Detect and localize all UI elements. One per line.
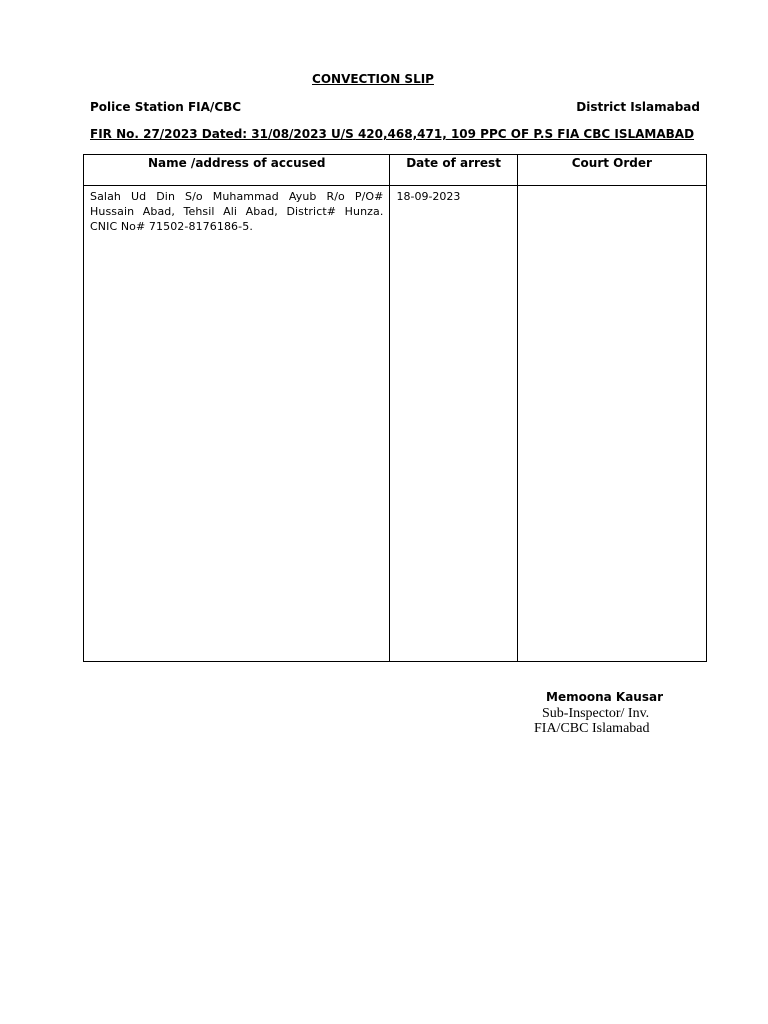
page-title: CONVECTION SLIP: [312, 72, 434, 86]
date-of-arrest: 18-09-2023: [396, 190, 461, 203]
header-date-of-arrest: Date of arrest: [390, 155, 517, 186]
accused-table: [83, 154, 707, 662]
court-order-cell: [517, 186, 706, 662]
police-station-label: Police Station FIA/CBC: [90, 100, 242, 114]
district-label: District Islamabad: [576, 100, 700, 114]
date-of-arrest-cell: [390, 186, 517, 662]
table-header-row: [84, 155, 707, 186]
signatory-rank: Sub-Inspector/ Inv.: [542, 706, 650, 721]
accused-name-address-cell: [84, 186, 390, 662]
fir-details: FIR No. 27/2023 Dated: 31/08/2023 U/S 420,468,471, 109 PPC OF P.S FIA CBC ISLAMABAD: [90, 127, 695, 141]
header-name-address: Name /address of accused: [84, 155, 390, 186]
signatory-name: Memoona Kausar: [546, 690, 663, 704]
signatory-office: FIA/CBC Islamabad: [534, 721, 650, 736]
table-row: [84, 186, 707, 662]
accused-name-address: Salah Ud Din S/o Muhammad Ayub R/o P/O# Hussain Abad, Tehsil Ali Abad, District# Hunza. CNIC No# 71502-8176186-5.: [90, 190, 384, 233]
header-court-order: Court Order: [517, 155, 706, 186]
